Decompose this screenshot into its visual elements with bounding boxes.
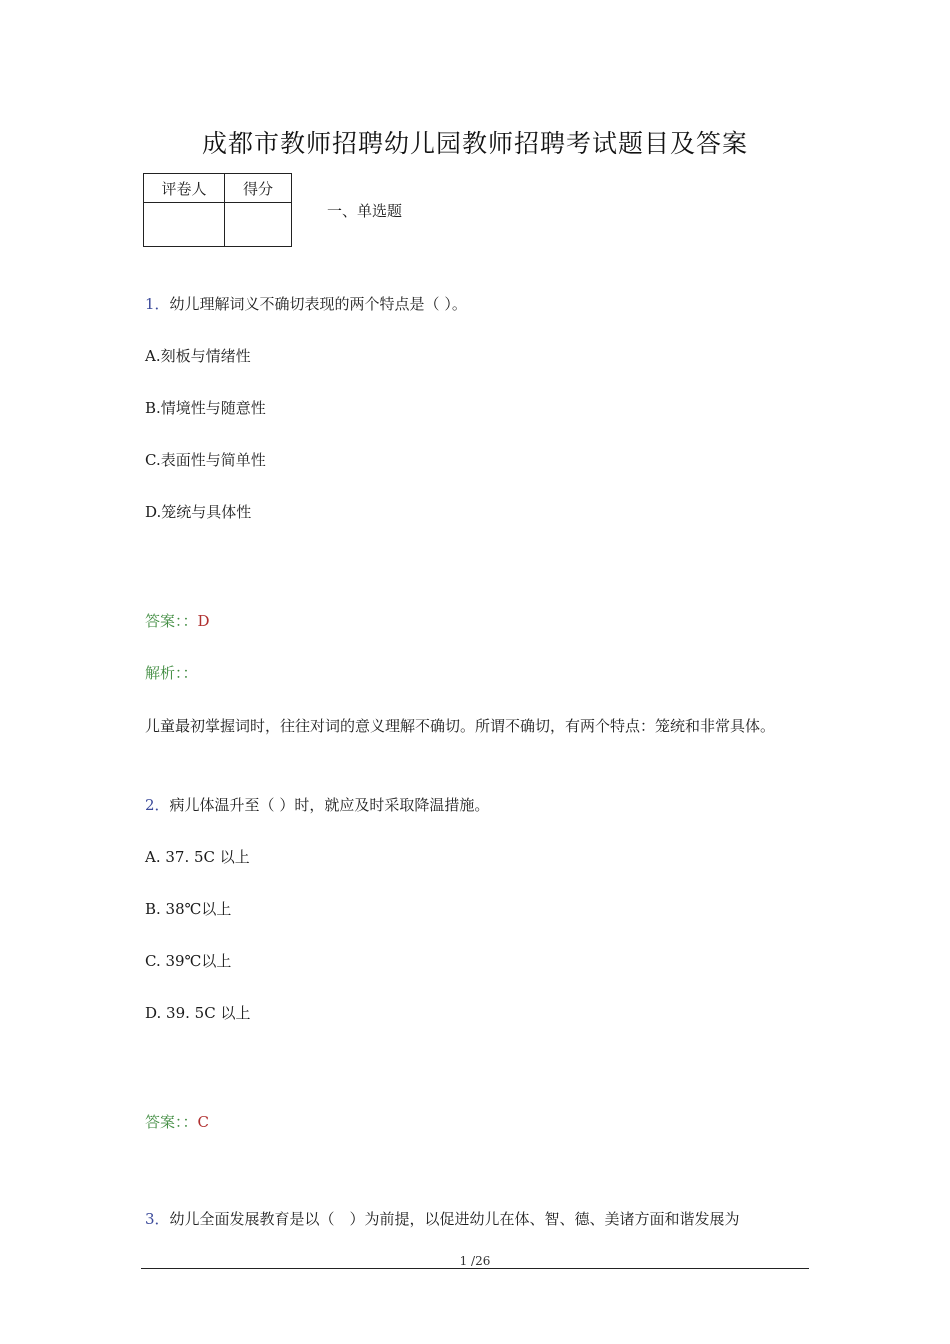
question-1-answer: [145, 610, 210, 631]
question-1-analysis: 儿童最初掌握词时，往往对词的意义理解不确切。所谓不确切，有两个特点：笼统和非常具体。: [145, 717, 776, 735]
page-number: 1 /26: [459, 1254, 491, 1268]
question-2-option-b: B. 38℃以上: [145, 900, 232, 918]
question-1-option-b: B.情境性与随意性: [145, 399, 266, 417]
question-2-answer: [145, 1111, 209, 1132]
footer-divider: [141, 1268, 809, 1269]
section-heading: 一、单选题: [327, 202, 403, 220]
question-1-option-a: A.刻板与情绪性: [145, 347, 251, 365]
question-2-option-a: A. 37. 5C 以上: [145, 848, 250, 866]
question-2-option-d: D. 39. 5C 以上: [145, 1004, 251, 1022]
question-number: 3．: [145, 1210, 170, 1228]
answer-label: 答案：：: [145, 612, 198, 630]
question-3: [145, 1208, 740, 1229]
question-2-option-c: C. 39℃以上: [145, 952, 232, 970]
question-number: 2．: [145, 796, 170, 814]
answer-label: 答案：：: [145, 1113, 198, 1131]
answer-value: D: [197, 612, 210, 630]
question-1-option-c: C.表面性与简单性: [145, 451, 266, 469]
score-table: [143, 173, 292, 247]
question-1: [145, 293, 467, 314]
question-text: 病儿体温升至（ ）时，就应及时采取降温措施。: [169, 796, 490, 814]
score-table-header-score: 得分: [225, 174, 292, 203]
score-table-cell-score: [225, 203, 292, 247]
question-number: 1．: [145, 295, 170, 313]
score-table-header-grader: 评卷人: [144, 174, 225, 203]
question-text: 幼儿理解词义不确切表现的两个特点是（ ）。: [169, 295, 467, 313]
score-table-cell-grader: [144, 203, 225, 247]
document-title: 成都市教师招聘幼儿园教师招聘考试题目及答案: [201, 129, 748, 158]
question-1-option-d: D.笼统与具体性: [145, 503, 252, 521]
answer-value: C: [197, 1113, 209, 1131]
question-2: [145, 794, 489, 815]
question-text: 幼儿全面发展教育是以（ ）为前提，以促进幼儿在体、智、德、美诸方面和谐发展为: [169, 1210, 740, 1228]
question-1-analysis-label: 解析：：: [145, 664, 198, 682]
